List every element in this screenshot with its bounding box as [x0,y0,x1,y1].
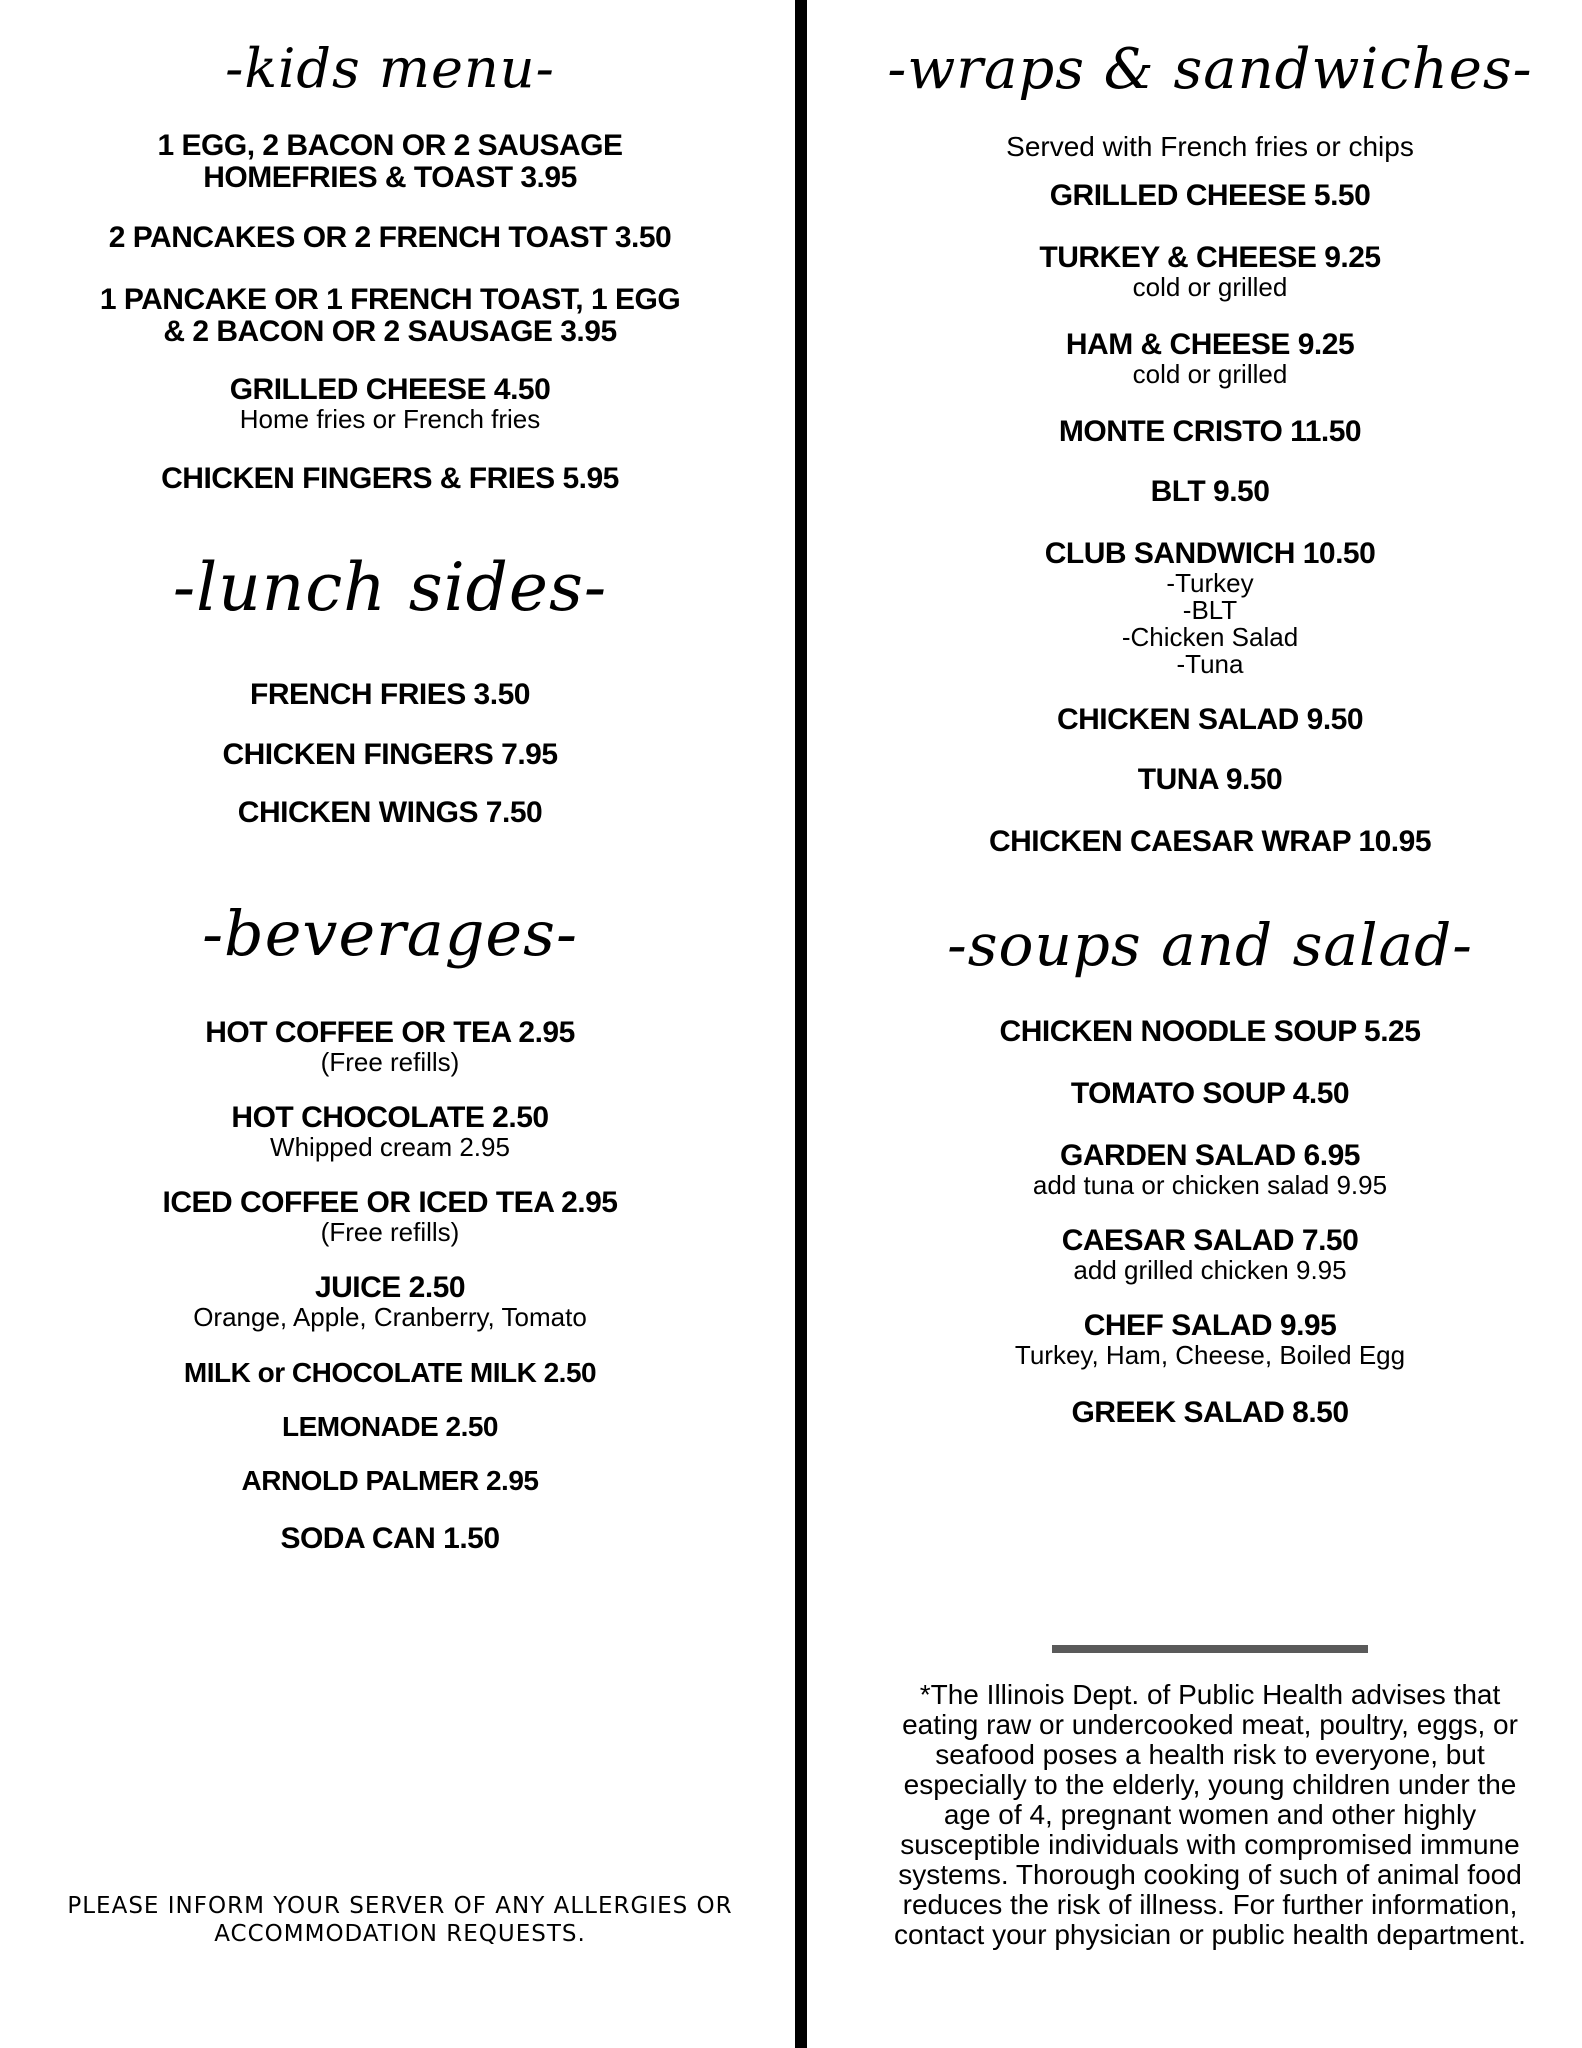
kids-item-3-title: 1 PANCAKE OR 1 FRENCH TOAST, 1 EGG [99,283,681,316]
bev-item-2 [40,1102,740,1161]
sandwich-item-3-sub: cold or grilled [1132,359,1288,389]
soup-item-4 [850,1225,1570,1284]
soup-item-2-title: TOMATO SOUP 4.50 [1070,1077,1350,1110]
bev-item-1-title: HOT COFFEE OR TEA 2.95 [205,1016,575,1049]
sides-item-2 [40,739,740,771]
soup-item-6 [850,1397,1570,1429]
health-advisory [865,1680,1555,1950]
soup-item-6-title: GREEK SALAD 8.50 [1071,1396,1349,1429]
sandwich-item-5-title: BLT 9.50 [1150,475,1270,508]
health-line-1: *The Illinois Dept. of Public Health advises that [919,1679,1501,1710]
club-option-tuna: -Tuna [1176,649,1244,679]
bev-item-8 [40,1523,740,1555]
health-line-4: especially to the elderly, young children under the [903,1769,1517,1800]
bev-item-3-title: ICED COFFEE OR ICED TEA 2.95 [162,1186,618,1219]
sandwiches-served-note: Served with French fries or chips [1006,131,1414,162]
health-line-9: contact your physician or public health department. [894,1919,1526,1950]
health-line-8: reduces the risk of illness. For further information, [902,1889,1518,1920]
column-divider [795,0,807,2048]
sandwich-item-9-title: CHICKEN CAESAR WRAP 10.95 [988,825,1432,858]
kids-item-2-title: 2 PANCAKES OR 2 FRENCH TOAST 3.50 [108,221,672,254]
sandwich-item-6-title: CLUB SANDWICH 10.50 [1044,537,1376,570]
soup-item-5-title: CHEF SALAD 9.95 [1083,1309,1337,1342]
soup-item-4-title: CAESAR SALAD 7.50 [1061,1224,1359,1257]
sandwich-item-6 [850,538,1570,678]
wraps-sandwiches-heading: -wraps & sandwiches- [887,37,1533,102]
sandwich-item-2-title: TURKEY & CHEESE 9.25 [1039,241,1381,274]
club-option-blt: -BLT [1182,595,1238,625]
sides-item-2-title: CHICKEN FINGERS 7.95 [222,738,558,771]
bev-item-4-title: JUICE 2.50 [314,1271,466,1304]
bev-item-7-title: ARNOLD PALMER 2.95 [241,1465,539,1496]
sandwich-item-9 [850,826,1570,858]
kids-item-4 [40,374,740,433]
sides-item-3 [40,797,740,829]
sandwich-item-1-title: GRILLED CHEESE 5.50 [1049,179,1371,212]
sandwich-item-1 [850,180,1570,212]
kids-item-5 [40,463,740,495]
horizontal-rule [1052,1645,1368,1653]
sandwich-item-3 [850,329,1570,388]
bev-item-4 [40,1272,740,1331]
allergy-notice [50,1892,750,1948]
sandwich-item-3-title: HAM & CHEESE 9.25 [1065,328,1355,361]
kids-item-2 [40,222,740,254]
kids-item-3-title-line2: & 2 BACON OR 2 SAUSAGE 3.95 [163,315,617,348]
bev-item-6 [40,1411,740,1443]
sandwich-item-8-title: TUNA 9.50 [1137,763,1283,796]
soup-item-3-title: GARDEN SALAD 6.95 [1060,1139,1360,1172]
soup-item-1-title: CHICKEN NOODLE SOUP 5.25 [999,1015,1421,1048]
kids-item-1-title-line2: HOMEFRIES & TOAST 3.95 [203,161,577,194]
right-column [850,0,1570,1429]
health-line-2: eating raw or undercooked meat, poultry, eggs, or [902,1709,1518,1740]
kids-item-1 [40,130,740,194]
health-line-5: age of 4, pregnant women and other highly [943,1799,1477,1830]
sandwich-item-8 [850,764,1570,796]
bev-item-1-sub: (Free refills) [320,1047,460,1077]
bev-item-8-title: SODA CAN 1.50 [280,1522,500,1555]
kids-item-3 [40,284,740,348]
kids-item-1-title: 1 EGG, 2 BACON OR 2 SAUSAGE [157,129,623,162]
bev-item-1 [40,1017,740,1076]
kids-menu-heading: -kids menu- [225,37,555,100]
soup-item-5-sub: Turkey, Ham, Cheese, Boiled Egg [1014,1340,1406,1370]
bev-item-3-sub: (Free refills) [320,1217,460,1247]
bev-item-5-title: MILK or CHOCOLATE MILK 2.50 [183,1357,597,1388]
allergy-line-1: PLEASE INFORM YOUR SERVER OF ANY ALLERGIES OR [67,1893,733,1919]
sandwich-item-7 [850,704,1570,736]
bev-item-3 [40,1187,740,1246]
sides-item-1 [40,679,740,711]
sides-item-3-title: CHICKEN WINGS 7.50 [237,796,543,829]
club-option-turkey: -Turkey [1166,568,1254,598]
soup-item-3-sub: add tuna or chicken salad 9.95 [1032,1170,1388,1200]
sandwich-item-5 [850,476,1570,508]
soup-item-5 [850,1310,1570,1369]
lunch-sides-heading: -lunch sides- [172,549,608,626]
bev-item-2-title: HOT CHOCOLATE 2.50 [231,1101,549,1134]
sandwich-item-2-sub: cold or grilled [1132,272,1288,302]
health-line-3: seafood poses a health risk to everyone, but [935,1739,1485,1770]
club-option-chicken-salad: -Chicken Salad [1121,622,1299,652]
soup-item-2 [850,1078,1570,1110]
health-line-6: susceptible individuals with compromised immune [900,1829,1520,1860]
health-line-7: systems. Thorough cooking of such of animal food [898,1859,1522,1890]
soup-item-3 [850,1140,1570,1199]
soup-item-1 [850,1016,1570,1048]
bev-item-4-sub: Orange, Apple, Cranberry, Tomato [193,1302,587,1332]
bev-item-6-title: LEMONADE 2.50 [282,1411,498,1442]
soup-item-4-sub: add grilled chicken 9.95 [1073,1255,1347,1285]
sandwich-item-2 [850,242,1570,301]
beverages-heading: -beverages- [202,897,578,970]
bev-item-5 [40,1357,740,1389]
kids-item-4-sub: Home fries or French fries [239,404,541,434]
left-column [40,0,740,1555]
allergy-line-2: ACCOMMODATION REQUESTS. [214,1921,586,1947]
sandwich-item-4-title: MONTE CRISTO 11.50 [1058,415,1362,448]
bev-item-2-sub: Whipped cream 2.95 [270,1132,510,1162]
kids-item-4-title: GRILLED CHEESE 4.50 [229,373,551,406]
soups-salad-heading: -soups and salad- [947,911,1473,979]
bev-item-7 [40,1465,740,1497]
sandwich-item-7-title: CHICKEN SALAD 9.50 [1056,703,1364,736]
kids-item-5-title: CHICKEN FINGERS & FRIES 5.95 [161,462,619,495]
sandwich-item-4 [850,416,1570,448]
sides-item-1-title: FRENCH FRIES 3.50 [250,678,530,711]
